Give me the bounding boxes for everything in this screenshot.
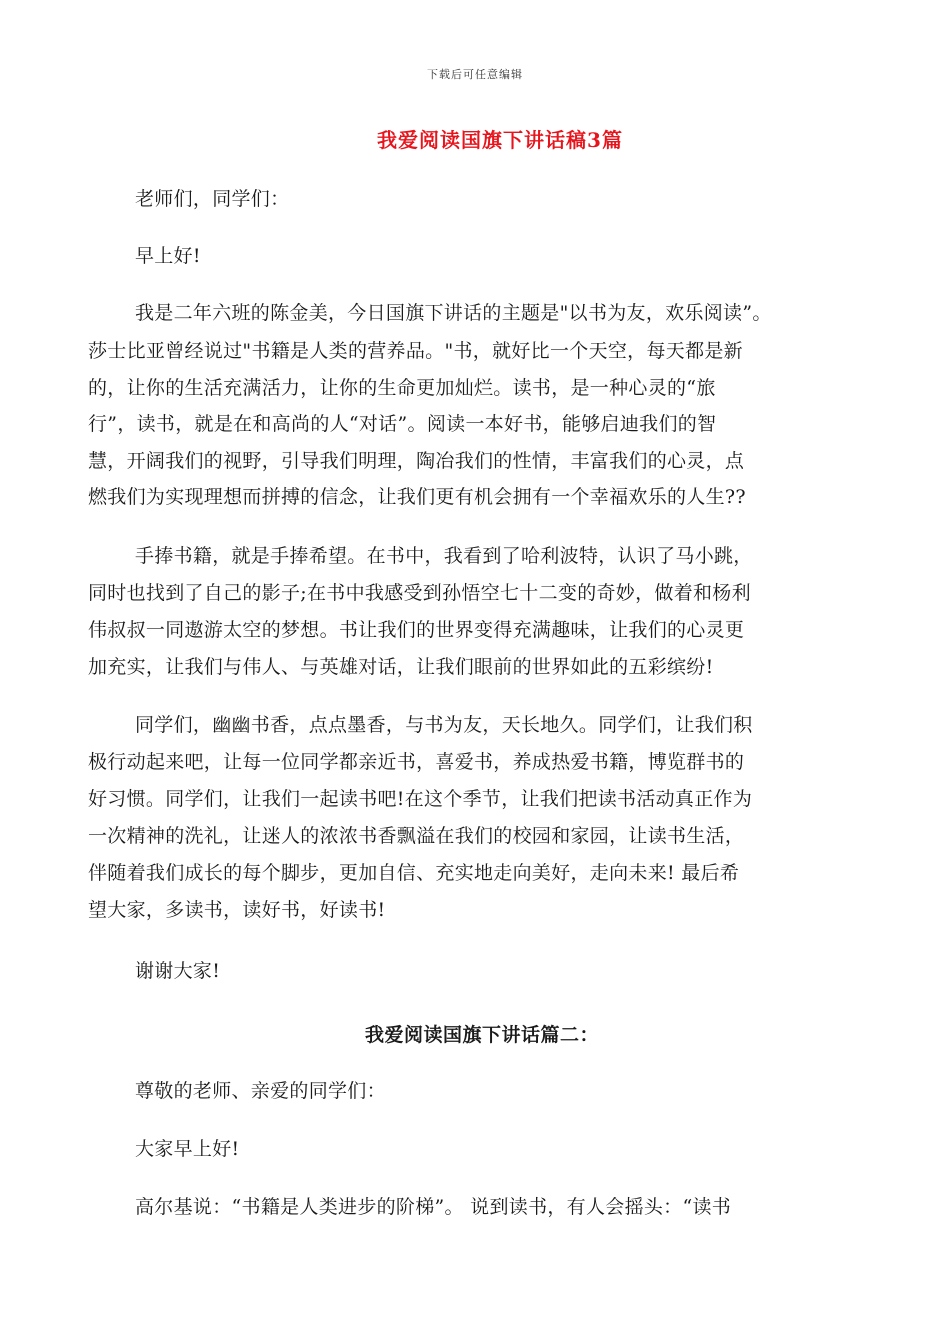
- section-2-title: 我爱阅读国旗下讲话篇二：: [365, 1024, 600, 1046]
- header-note: 下载后可任意编辑: [427, 68, 523, 81]
- paragraph-2-line-3: 伟叔叔一同遨游太空的梦想。书让我们的世界变得充满趣味，让我们的心灵更: [88, 619, 745, 641]
- paragraph-1-line-1: 我是二年六班的陈金美，今日国旗下讲话的主题是"以书为友，欢乐阅读”。: [135, 302, 772, 324]
- paragraph-3-line-3: 好习惯。同学们，让我们一起读书吧!在这个季节，让我们把读书活动真正作为: [88, 788, 753, 810]
- paragraph-2-line-2: 同时也找到了自己的影子;在书中我感受到孙悟空七十二变的奇妙，做着和杨利: [88, 582, 751, 604]
- greeting-2: 尊敬的老师、亲爱的同学们：: [135, 1080, 386, 1102]
- morning-greeting-2: 大家早上好!: [135, 1138, 240, 1160]
- morning-greeting: 早上好!: [135, 245, 201, 267]
- greeting: 老师们，同学们：: [135, 188, 290, 210]
- paragraph-3-line-4: 一次精神的洗礼，让迷人的浓浓书香飘溢在我们的校园和家园，让读书生活，: [88, 825, 745, 847]
- paragraph-1-line-5: 慧，开阔我们的视野，引导我们明理，陶冶我们的性情，丰富我们的心灵，点: [88, 450, 745, 472]
- page-title: 我爱阅读国旗下讲话稿3篇: [377, 128, 623, 152]
- paragraph-2-line-4: 加充实，让我们与伟人、与英雄对话，让我们眼前的世界如此的五彩缤纷!: [88, 656, 714, 678]
- thanks-line: 谢谢大家!: [135, 960, 221, 982]
- paragraph-2-line-1: 手捧书籍，就是手捧希望。在书中，我看到了哈利波特，认识了马小跳，: [135, 545, 753, 567]
- paragraph-4-line-1: 高尔基说：“书籍是人类进步的阶梯”。 说到读书，有人会摇头：“读书: [135, 1196, 732, 1218]
- paragraph-1-line-3: 的，让你的生活充满活力，让你的生命更加灿烂。读书，是一种心灵的“旅: [88, 377, 716, 399]
- paragraph-3-line-1: 同学们，幽幽书香，点点墨香，与书为友，天长地久。同学们，让我们积: [135, 714, 753, 736]
- paragraph-3-line-2: 极行动起来吧，让每一位同学都亲近书，喜爱书，养成热爱书籍，博览群书的: [88, 751, 745, 773]
- paragraph-1-line-4: 行”，读书，就是在和高尚的人“对话”。阅读一本好书，能够启迪我们的智: [88, 413, 717, 435]
- paragraph-1-line-2: 莎士比亚曾经说过"书籍是人类的营养品。"书，就好比一个天空，每天都是新: [88, 340, 743, 362]
- paragraph-3-line-6: 望大家，多读书，读好书，好读书!: [88, 899, 386, 921]
- paragraph-3-line-5: 伴随着我们成长的每个脚步，更加自信、充实地走向美好，走向未来! 最后希: [88, 862, 740, 884]
- paragraph-1-line-6: 燃我们为实现理想而拼搏的信念，让我们更有机会拥有一个幸福欢乐的人生??: [88, 486, 746, 508]
